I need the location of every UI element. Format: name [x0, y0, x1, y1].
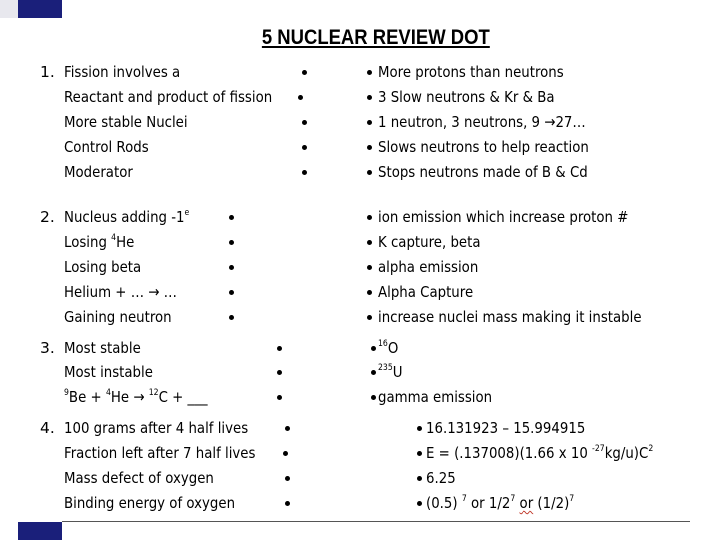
- match-dot: [277, 395, 282, 400]
- section-3-number: 3.: [40, 339, 55, 357]
- answer-bullet: [367, 145, 372, 150]
- section-3-prompt-2: Most instable: [64, 363, 153, 381]
- section-1-prompt-5: Moderator: [64, 163, 133, 181]
- answer-bullet: [367, 120, 372, 125]
- match-dot: [229, 290, 234, 295]
- section-1-answer-2: 3 Slow neutrons & Kr & Ba: [378, 88, 555, 106]
- match-dot: [229, 215, 234, 220]
- answer-bullet: [367, 95, 372, 100]
- mass-number-superscript: 4: [111, 233, 117, 243]
- section-4-prompt-3: Mass defect of oxygen: [64, 469, 214, 487]
- answer-bullet: [367, 170, 372, 175]
- match-dot: [229, 315, 234, 320]
- answer-bullet: [417, 476, 422, 481]
- section-4-answer-3: 6.25: [426, 469, 456, 487]
- section-1-prompt-4: Control Rods: [64, 138, 149, 156]
- section-4-answer-4: (0.5) $^7$ or $1/2^7$ or $(1/2)^7$: [426, 494, 575, 512]
- match-dot: [302, 120, 307, 125]
- answer-bullet: [371, 370, 376, 375]
- section-3-prompt-1: Most stable: [64, 339, 141, 357]
- match-dot: [277, 370, 282, 375]
- answer-bullet: [367, 315, 372, 320]
- match-dot: [229, 265, 234, 270]
- section-1-answer-3: 1 neutron, 3 neutrons, 9 →27…: [378, 113, 586, 131]
- answer-bullet: [367, 240, 372, 245]
- section-4-number: 4.: [40, 419, 55, 437]
- match-dot: [302, 170, 307, 175]
- section-4-prompt-4: Binding energy of oxygen: [64, 494, 236, 512]
- be-mass-superscript: 9: [64, 388, 69, 398]
- section-2-prompt-1: Nucleus adding -1e: [64, 208, 190, 226]
- section-2-answer-1: ion emission which increase proton #: [378, 208, 629, 226]
- section-1-prompt-1: Fission involves a: [64, 63, 181, 81]
- answer-bullet: [371, 346, 376, 351]
- match-dot: [277, 346, 282, 351]
- section-4-prompt-2: Fraction left after 7 half lives: [64, 444, 256, 462]
- section-3-answer-1: $^{16}$O: [378, 339, 399, 357]
- section-2-number: 2.: [40, 208, 55, 226]
- match-dot: [229, 240, 234, 245]
- section-1-prompt-2: Reactant and product of fission: [64, 88, 273, 106]
- answer-bullet: [367, 265, 372, 270]
- section-2-answer-5: increase nuclei mass making it instable: [378, 308, 642, 326]
- he-mass-superscript: 4: [105, 388, 111, 398]
- c-mass-superscript: 12: [148, 388, 159, 398]
- section-3-prompt-3: $^9$Be + $^4$He → $^{12}$C + ___: [64, 388, 208, 406]
- answer-bullet: [367, 290, 372, 295]
- section-1-answer-4: Slows neutrons to help reaction: [378, 138, 589, 156]
- section-2-answer-4: Alpha Capture: [378, 283, 474, 301]
- section-1-prompt-3: More stable Nuclei: [64, 113, 188, 131]
- match-dot: [302, 70, 307, 75]
- answer-bullet: [367, 70, 372, 75]
- answer-bullet: [417, 451, 422, 456]
- section-2-prompt-4: Helium + … → …: [64, 283, 178, 301]
- section-1-answer-5: Stops neutrons made of B & Cd: [378, 163, 588, 181]
- match-dot: [298, 95, 303, 100]
- answer-bullet: [371, 395, 376, 400]
- section-4-prompt-1: 100 grams after 4 half lives: [64, 419, 249, 437]
- bottom-rule: [62, 521, 690, 522]
- corner-decoration-bottom: [0, 522, 62, 540]
- match-dot: [285, 426, 290, 431]
- page-title: 5 NUCLEAR REVIEW DOT: [261, 26, 490, 49]
- section-3-answer-2: $^{235}$U: [378, 363, 403, 381]
- squared-superscript: 2: [648, 444, 654, 454]
- section-2-prompt-2: Losing $^4$He: [64, 233, 135, 251]
- section-2-answer-3: alpha emission: [378, 258, 479, 276]
- section-1-number: 1.: [40, 63, 55, 81]
- exponent-superscript: -27: [592, 444, 605, 454]
- section-2-prompt-3: Losing beta: [64, 258, 142, 276]
- answer-bullet: [367, 215, 372, 220]
- match-dot: [285, 476, 290, 481]
- section-2-prompt-5: Gaining neutron: [64, 308, 172, 326]
- section-1-answer-1: More protons than neutrons: [378, 63, 564, 81]
- match-dot: [283, 451, 288, 456]
- match-dot: [302, 145, 307, 150]
- answer-bullet: [417, 426, 422, 431]
- section-4-answer-1: 16.131923 – 15.994915: [426, 419, 586, 437]
- corner-decoration-top: [0, 0, 62, 18]
- match-dot: [285, 501, 290, 506]
- section-4-answer-2: E = (.137008)(1.66 x 10 $^{-27}kg/u)C^2$: [426, 444, 654, 462]
- section-2-answer-2: K capture, beta: [378, 233, 481, 251]
- answer-bullet: [417, 501, 422, 506]
- section-3-answer-3: gamma emission: [378, 388, 493, 406]
- charge-superscript: e: [184, 208, 190, 218]
